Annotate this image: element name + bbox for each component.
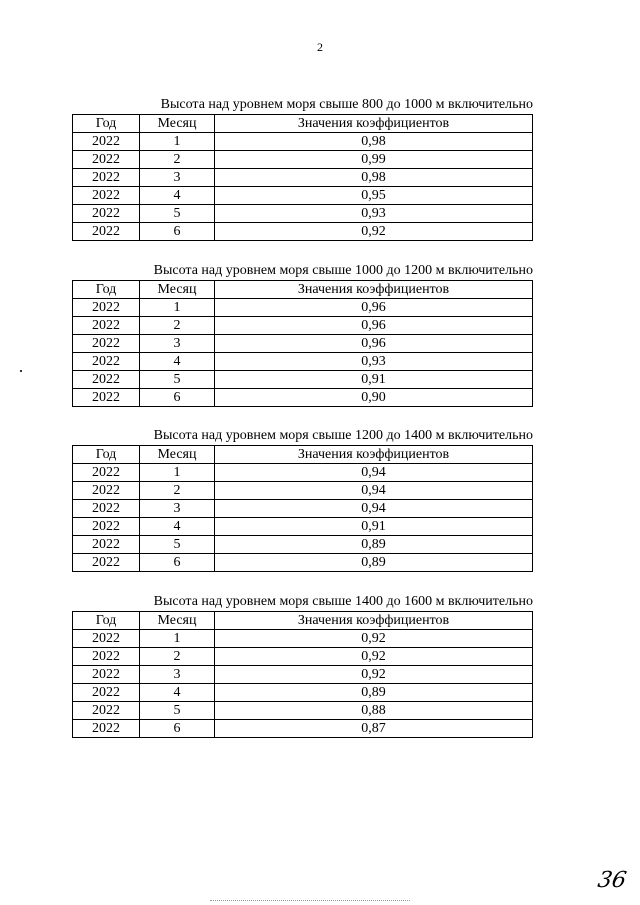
section-title: Высота над уровнем моря свыше 1400 до 1600 м включительно (153, 594, 533, 609)
cell-year: 2022 (73, 371, 140, 389)
table-row (73, 720, 533, 738)
cell-month: 1 (140, 630, 215, 648)
table-row (73, 630, 533, 648)
cell-year: 2022 (73, 299, 140, 317)
cell-year: 2022 (73, 169, 140, 187)
page-number: 2 (317, 40, 323, 54)
cell-year: 2022 (73, 133, 140, 151)
cell-year: 2022 (73, 500, 140, 518)
cell-month: 5 (140, 205, 215, 223)
section-title: Высота над уровнем моря свыше 1200 до 1400 м включительно (153, 428, 533, 443)
table-row (73, 371, 533, 389)
cell-value: 0,93 (215, 353, 533, 371)
cell-year: 2022 (73, 554, 140, 572)
cell-value: 0,92 (215, 223, 533, 241)
scan-artifact-line (210, 900, 410, 901)
table-header-row (73, 115, 533, 133)
cell-month: 3 (140, 666, 215, 684)
cell-value: 0,91 (215, 371, 533, 389)
cell-month: 6 (140, 223, 215, 241)
scan-artifact-dot (20, 370, 22, 372)
table-row (73, 299, 533, 317)
cell-value: 0,95 (215, 187, 533, 205)
cell-value: 0,87 (215, 720, 533, 738)
cell-year: 2022 (73, 223, 140, 241)
coefficient-table (72, 114, 533, 241)
table-row (73, 317, 533, 335)
table-row (73, 335, 533, 353)
cell-value: 0,96 (215, 335, 533, 353)
cell-value: 0,98 (215, 169, 533, 187)
column-header-month: Месяц (140, 612, 215, 630)
cell-month: 1 (140, 299, 215, 317)
cell-value: 0,94 (215, 482, 533, 500)
table-row (73, 464, 533, 482)
coefficient-table (72, 280, 533, 407)
coefficient-section-1000-1200 (72, 262, 533, 407)
cell-year: 2022 (73, 335, 140, 353)
column-header-year: Год (73, 446, 140, 464)
cell-year: 2022 (73, 702, 140, 720)
cell-year: 2022 (73, 389, 140, 407)
cell-value: 0,98 (215, 133, 533, 151)
column-header-value: Значения коэффициентов (215, 115, 533, 133)
cell-value: 0,89 (215, 536, 533, 554)
cell-month: 3 (140, 335, 215, 353)
cell-year: 2022 (73, 205, 140, 223)
cell-month: 2 (140, 151, 215, 169)
coefficient-section-800-1000 (72, 96, 533, 241)
cell-value: 0,89 (215, 684, 533, 702)
column-header-year: Год (73, 612, 140, 630)
cell-month: 6 (140, 389, 215, 407)
column-header-month: Месяц (140, 281, 215, 299)
cell-year: 2022 (73, 666, 140, 684)
table-row (73, 648, 533, 666)
cell-month: 2 (140, 317, 215, 335)
column-header-value: Значения коэффициентов (215, 446, 533, 464)
cell-year: 2022 (73, 317, 140, 335)
cell-year: 2022 (73, 353, 140, 371)
cell-month: 5 (140, 702, 215, 720)
cell-value: 0,92 (215, 630, 533, 648)
coefficient-table (72, 445, 533, 572)
cell-value: 0,96 (215, 299, 533, 317)
section-title: Высота над уровнем моря свыше 1000 до 1200 м включительно (153, 263, 533, 278)
cell-month: 4 (140, 684, 215, 702)
table-row (73, 205, 533, 223)
cell-month: 6 (140, 554, 215, 572)
cell-value: 0,89 (215, 554, 533, 572)
table-row (73, 518, 533, 536)
table-header-row (73, 446, 533, 464)
cell-month: 2 (140, 482, 215, 500)
table-row (73, 353, 533, 371)
column-header-value: Значения коэффициентов (215, 612, 533, 630)
table-row (73, 500, 533, 518)
cell-year: 2022 (73, 648, 140, 666)
cell-month: 1 (140, 464, 215, 482)
section-title: Высота над уровнем моря свыше 800 до 1000 м включительно (160, 97, 533, 112)
cell-month: 1 (140, 133, 215, 151)
cell-year: 2022 (73, 151, 140, 169)
cell-value: 0,96 (215, 317, 533, 335)
cell-value: 0,94 (215, 500, 533, 518)
table-row (73, 666, 533, 684)
cell-month: 5 (140, 536, 215, 554)
column-header-month: Месяц (140, 446, 215, 464)
cell-month: 3 (140, 500, 215, 518)
handwritten-sheet-number: 36 (595, 868, 629, 893)
cell-year: 2022 (73, 536, 140, 554)
cell-year: 2022 (73, 720, 140, 738)
coefficient-table (72, 611, 533, 738)
cell-value: 0,91 (215, 518, 533, 536)
table-row (73, 684, 533, 702)
table-row (73, 482, 533, 500)
cell-month: 6 (140, 720, 215, 738)
cell-value: 0,99 (215, 151, 533, 169)
table-row (73, 133, 533, 151)
column-header-month: Месяц (140, 115, 215, 133)
table-row (73, 554, 533, 572)
cell-month: 4 (140, 518, 215, 536)
cell-value: 0,94 (215, 464, 533, 482)
cell-year: 2022 (73, 684, 140, 702)
coefficient-section-1200-1400 (72, 427, 533, 572)
table-row (73, 536, 533, 554)
table-row (73, 389, 533, 407)
cell-month: 4 (140, 187, 215, 205)
table-header-row (73, 612, 533, 630)
table-row (73, 223, 533, 241)
cell-year: 2022 (73, 482, 140, 500)
table-row (73, 151, 533, 169)
cell-month: 3 (140, 169, 215, 187)
cell-value: 0,88 (215, 702, 533, 720)
cell-year: 2022 (73, 464, 140, 482)
cell-value: 0,92 (215, 666, 533, 684)
table-header-row (73, 281, 533, 299)
column-header-year: Год (73, 281, 140, 299)
column-header-year: Год (73, 115, 140, 133)
table-row (73, 187, 533, 205)
cell-month: 5 (140, 371, 215, 389)
cell-year: 2022 (73, 630, 140, 648)
cell-value: 0,90 (215, 389, 533, 407)
cell-value: 0,93 (215, 205, 533, 223)
table-row (73, 702, 533, 720)
cell-month: 4 (140, 353, 215, 371)
cell-value: 0,92 (215, 648, 533, 666)
table-row (73, 169, 533, 187)
cell-month: 2 (140, 648, 215, 666)
cell-year: 2022 (73, 518, 140, 536)
cell-year: 2022 (73, 187, 140, 205)
coefficient-section-1400-1600 (72, 593, 533, 738)
column-header-value: Значения коэффициентов (215, 281, 533, 299)
